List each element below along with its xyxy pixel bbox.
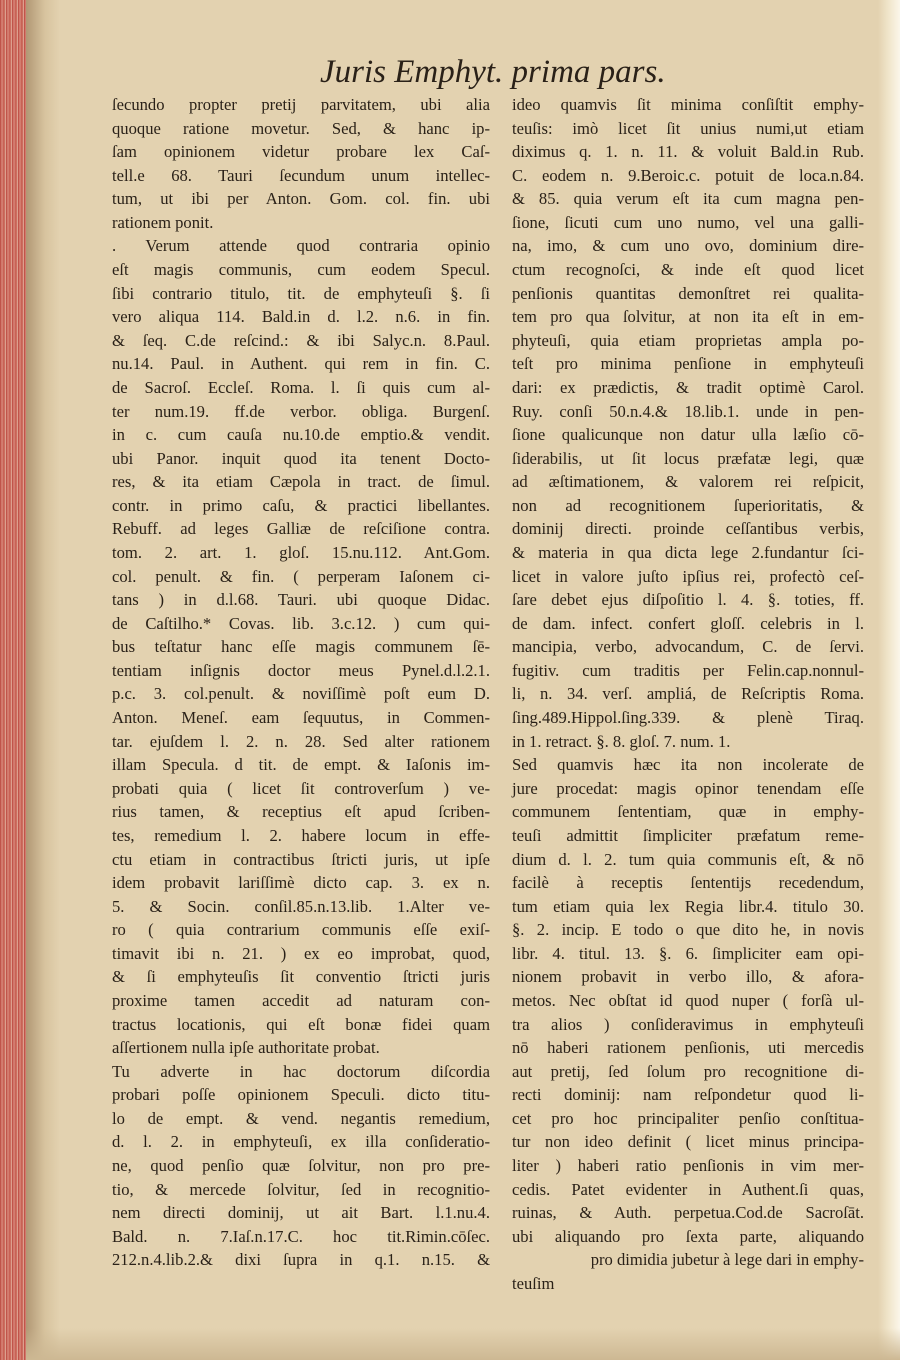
right-column-line: de dam. infect. confert gloſſ. celebris in l. bbox=[512, 613, 864, 633]
right-text-column bbox=[512, 93, 864, 1295]
right-column-line: communem ſententiam, quæ in emphy- bbox=[512, 802, 864, 822]
right-column-line: diximus q. 1. n. 11. & voluit Bald.in Rub. bbox=[512, 142, 864, 162]
gutter-shadow bbox=[26, 0, 60, 1360]
left-column-line: d. l. 2. in emphyteuſi, ex illa conſideratio- bbox=[112, 1132, 490, 1152]
left-column-line: 5. & Socin. conſil.85.n.13.lib. 1.Alter ve- bbox=[112, 896, 490, 916]
right-column-line: §. 2. incip. E todo o que dito he, in novis bbox=[512, 920, 864, 940]
left-column-line: 212.n.4.lib.2.& dixi ſupra in q.1. n.15. & bbox=[112, 1250, 490, 1270]
left-column-line: aſſertionem nulla ipſe authoritate probat. bbox=[112, 1038, 380, 1058]
left-column-line: timavit ibi n. 21. ) ex eo improbat, quod, bbox=[112, 943, 490, 963]
right-column-line: phyteuſi, quia etiam proprietas ampla po- bbox=[512, 330, 864, 350]
left-column-line: nem directi dominij, ut ait Bart. l.1.nu.4. bbox=[112, 1203, 490, 1223]
left-column-line: & ſeq. C.de reſcind.: & ibi Salyc.n. 8.Paul. bbox=[112, 330, 490, 350]
right-column-line: tum etiam quia lex Regia libr.4. titulo 30. bbox=[512, 896, 864, 916]
right-column-line: ubi aliquando pro ſexta parte, aliquando bbox=[512, 1226, 864, 1246]
right-column-line: ſare debet ejus diſpoſitio l. 4. §. toties, ff. bbox=[512, 590, 864, 610]
left-column-line: ſibi contrario titulo, tit. de emphyteuſi §. ſi bbox=[112, 283, 490, 303]
right-column-line: tur non ideo definit ( licet minus principa- bbox=[512, 1132, 864, 1152]
left-column-line: col. penult. & fin. ( perperam Iaſonem ci- bbox=[112, 566, 490, 586]
right-column-line: jure procedat: magis opinor tenendam eſſe bbox=[512, 778, 864, 798]
page-edge bbox=[878, 0, 900, 1360]
left-column-line: contr. in primo caſu, & practici libellantes. bbox=[112, 495, 490, 515]
left-column-line: tes, remedium l. 2. habere locum in effe- bbox=[112, 825, 490, 845]
right-column-line: non ad recognitionem ſuperioritatis, & bbox=[512, 495, 864, 515]
left-column-line: ctu etiam in contractibus ſtricti juris, ut ipſe bbox=[112, 849, 490, 869]
left-column-line: ſam opinionem videtur probare lex Caſ- bbox=[112, 142, 490, 162]
right-column-line: cedis. Patet evidenter in Authent.ſi quas, bbox=[512, 1179, 864, 1199]
right-column-line: tem pro qua ſolvitur, at non ita eſt in em- bbox=[512, 307, 864, 327]
right-column-line: teuſi admittit ſimpliciter præfatum reme- bbox=[512, 825, 864, 845]
left-column-line: . Verum attende quod contraria opinio bbox=[112, 236, 490, 256]
right-column-line: aut pretij, ſed ſolum pro recognitione di- bbox=[512, 1061, 864, 1081]
right-column-line: C. eodem n. 9.Beroic.c. potuit de loca.n.84. bbox=[512, 165, 864, 185]
right-column-line: recti dominij: nam reſpondetur quod li- bbox=[512, 1085, 864, 1105]
right-column-line: cet pro hoc principaliter penſio conſtitua- bbox=[512, 1108, 864, 1128]
right-column-line: licet in valore juſto ipſius rei, profectò ceſ- bbox=[512, 566, 864, 586]
left-column-line: ro ( quia contrarium communis eſſe exiſ- bbox=[112, 920, 490, 940]
left-column-line: probari poſſe opinionem Speculi. dicto titu- bbox=[112, 1085, 490, 1105]
right-column-line: teſt pro minima penſione in emphyteuſi bbox=[512, 354, 864, 374]
right-column-line: facilè à receptis ſententijs recedendum, bbox=[512, 873, 864, 893]
right-column-line: & 85. quia verum eſt ita cum magna pen- bbox=[512, 189, 864, 209]
left-column-line: idem probavit lariſſimè dicto cap. 3. ex n. bbox=[112, 873, 490, 893]
page-bottom-shadow bbox=[26, 1328, 900, 1360]
left-column-line: ſecundo propter pretij parvitatem, ubi alia bbox=[112, 95, 490, 114]
right-column-line: ſiderabilis, ut ſit locus præfatæ legi, quæ bbox=[512, 448, 864, 468]
left-column-line: nu.14. Paul. in Authent. qui rem in fin. C. bbox=[112, 354, 490, 374]
right-column-line: tra alios ) conſideravimus in emphyteuſi bbox=[512, 1014, 864, 1034]
left-column-line: in c. cum cauſa nu.10.de emptio.& vendit. bbox=[112, 425, 490, 445]
right-column-line: pro dimidia jubetur à lege dari in emphy- bbox=[590, 1250, 864, 1270]
left-column-line: ter num.19. ff.de verbor. obliga. Burgenſ. bbox=[112, 401, 490, 421]
left-column-line: Rebuff. ad leges Galliæ de reſciſione contra. bbox=[112, 519, 490, 539]
left-column-line: tar. ejuſdem l. 2. n. 28. Sed alter rationem bbox=[112, 731, 490, 751]
right-column-line: dari: ex prædictis, & tradit optimè Carol. bbox=[512, 377, 864, 397]
left-column-line: Tu adverte in hac doctorum diſcordia bbox=[112, 1061, 490, 1081]
left-column-line: tractus locationis, qui eſt bonæ fidei quam bbox=[112, 1014, 490, 1034]
right-column-line: Ruy. conſi 50.n.4.& 18.lib.1. unde in pen- bbox=[512, 401, 864, 421]
right-column-line: nō haberi rationem penſionis, uti mercedis bbox=[512, 1038, 864, 1058]
right-column-line: dominij directi. proinde ceſſantibus verbis, bbox=[512, 519, 864, 539]
left-column-line: lo de empt. & vend. negantis remedium, bbox=[112, 1108, 490, 1128]
right-column-line: in 1. retract. §. 8. gloſ. 7. num. 1. bbox=[512, 731, 731, 751]
left-column-line: bus teſtatur hanc eſſe magis communem ſē- bbox=[112, 637, 490, 657]
left-column-line: eſt magis communis, cum eodem Specul. bbox=[112, 260, 490, 280]
left-column-line: ubi Panor. inquit quod ita tenent Docto- bbox=[112, 448, 490, 468]
left-column-line: tum, ut ibi per Anton. Gom. col. fin. ubi bbox=[112, 189, 490, 209]
left-column-line: proxime tamen accedit ad naturam con- bbox=[112, 990, 490, 1010]
left-column-line: & ſi emphyteuſis ſit conventio ſtricti juris bbox=[112, 967, 490, 987]
right-column-line: ruinas, & Auth. perpetua.Cod.de Sacroſāt. bbox=[512, 1203, 864, 1223]
left-column-line: ne, quod penſio quæ ſolvitur, non pro pre- bbox=[112, 1156, 490, 1176]
right-column-line: liter ) haberi ratio penſionis in vim mer- bbox=[512, 1156, 864, 1176]
right-column-line: mancipia, verbo, advocandum, C. de ſervi. bbox=[512, 637, 864, 657]
right-column-line: libr. 4. titul. 13. §. 6. ſimpliciter eam opi- bbox=[512, 943, 864, 963]
left-column-line: rationem ponit. bbox=[112, 212, 214, 232]
left-column-line: tio, & mercede ſolvitur, ſed in recognitio- bbox=[112, 1179, 490, 1199]
right-column-line: dium d. l. 2. tum quia communis eſt, & nō bbox=[512, 849, 864, 869]
right-column-line: Sed quamvis hæc ita non incolerate de bbox=[512, 755, 864, 775]
right-column-line: teuſim bbox=[512, 1273, 555, 1293]
left-column-line: illam Specula. d tit. de empt. & Iaſonis im- bbox=[112, 755, 490, 775]
right-column-line: ſione qualicunque non datur ulla læſio cō- bbox=[512, 425, 864, 445]
right-column-line: nionem probavit in verbo illo, & afora- bbox=[512, 967, 864, 987]
right-column-line: na, imo, & cum uno ovo, dominium dire- bbox=[512, 236, 864, 256]
left-column-line: rius tamen, & receptius eſt apud ſcriben- bbox=[112, 802, 490, 822]
right-column-line: ctum recognoſci, & inde eſt quod licet bbox=[512, 260, 864, 280]
left-column-line: vero aliqua 114. Bald.in d. l.2. n.6. in fin. bbox=[112, 307, 490, 327]
left-column-line: p.c. 3. col.penult. & noviſſimè poſt eum D. bbox=[112, 684, 490, 704]
left-column-line: Bald. n. 7.Iaſ.n.17.C. hoc tit.Rimin.cōſec. bbox=[112, 1226, 490, 1246]
left-column-line: de Sacroſ. Eccleſ. Roma. l. ſi quis cum al- bbox=[112, 377, 490, 397]
left-column-line: tans ) in d.l.68. Tauri. ubi quoque Didac. bbox=[112, 590, 490, 610]
right-column-line: li, n. 34. verſ. ampliá, de Reſcriptis Roma. bbox=[512, 684, 864, 704]
left-column-line: res, & ita etiam Cæpola in tract. de ſimul. bbox=[112, 472, 490, 492]
left-column-line: tell.e 68. Tauri ſecundum unum intellec- bbox=[112, 165, 490, 185]
right-column-line: ideo quamvis ſit minima conſiſtit emphy- bbox=[512, 95, 864, 114]
left-column-line: probati quia ( licet ſit controverſum ) ve- bbox=[112, 778, 490, 798]
right-column-line: & materia in qua dicta lege 2.fundantur ſci- bbox=[512, 542, 864, 562]
running-title: Juris Emphyt. prima pars. bbox=[320, 54, 666, 90]
right-column-line: ſing.489.Hippol.ſing.339. & plenè Tiraq. bbox=[512, 708, 864, 728]
right-column-line: fugitiv. cum traditis per Felin.cap.nonnul- bbox=[512, 660, 864, 680]
left-column-line: tentiam inſignis doctor meus Pynel.d.l.2.1. bbox=[112, 660, 490, 680]
left-column-line: tom. 2. art. 1. gloſ. 15.nu.112. Ant.Gom. bbox=[112, 542, 490, 562]
left-column-line: Anton. Meneſ. eam ſequutus, in Commen- bbox=[112, 708, 490, 728]
right-column-line: ad æſtimationem, & valorem rei reſpicit, bbox=[512, 472, 864, 492]
left-column-line: quoque ratione movetur. Sed, & hanc ip- bbox=[112, 118, 490, 138]
right-column-line: metos. Nec obſtat id quod nuper ( forſà ul- bbox=[512, 990, 864, 1010]
book-binding-edge bbox=[0, 0, 26, 1360]
right-column-line: penſionis quantitas demonſtret rei qualita- bbox=[512, 283, 864, 303]
right-column-line: teuſis: imò licet ſit unius numi,ut etiam bbox=[512, 118, 864, 138]
right-column-line: ſione, ſicuti cum uno numo, vel una galli- bbox=[512, 212, 864, 232]
left-text-column bbox=[112, 93, 490, 1272]
left-column-line: de Caſtilho.* Covas. lib. 3.c.12. ) cum qui- bbox=[112, 613, 490, 633]
